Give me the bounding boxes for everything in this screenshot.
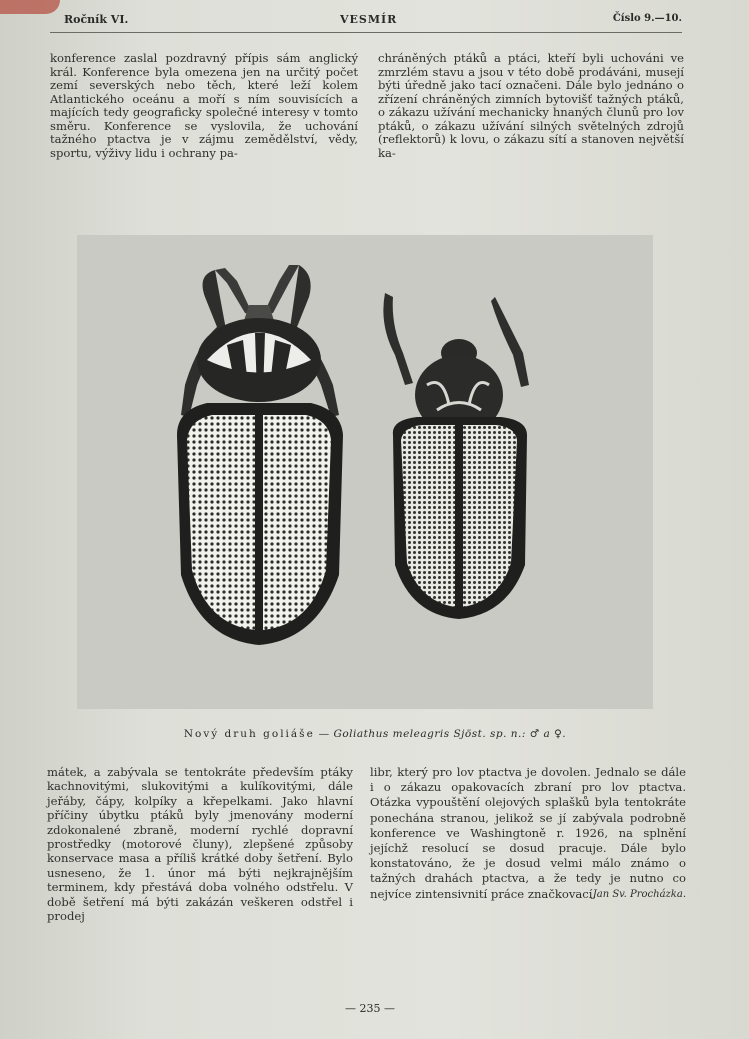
header-issue: Číslo 9.—10.	[612, 13, 682, 24]
caption-species: Goliathus meleagris Sjöst. sp. n.: ♂ a ♀.	[333, 728, 567, 740]
male-beetle	[177, 265, 343, 645]
caption-dash: —	[318, 728, 330, 740]
header-journal-title: VESMÍR	[340, 13, 398, 26]
text-column-bottom-right	[370, 765, 686, 902]
running-header	[50, 12, 682, 33]
page-number: — 235 —	[345, 1002, 395, 1015]
figure-caption	[100, 728, 650, 740]
beetle-illustration	[77, 235, 653, 709]
text-column-top-right: chráněných ptáků a ptáci, kteří byli uchováni ve zmrzlém stavu a jsou v této době prodáváni, musejí býti úředně jako tací označeni. Dále bylo jednáno o zřízení chráněných zimních bytovišť tažných ptáků, o zákazu užívání mechanicky hnaných člunů pro lov ptáků, o zákazu užívání silných světelných zdrojů (reflektorů) k lovu, o zákazu sítí a stanoven největší ka-	[378, 51, 684, 160]
female-beetle	[383, 293, 529, 619]
text-column-bottom-left: mátek, a zabývala se tentokráte především ptáky kachnovitými, slukovitými a kulíkovitými, dále jeřáby, čápy, kolpíky a křepelkami. Jako hlavní příčiny úbytku ptáků byly jmenovány moderní zdokonalené zbraně, moderní rychlé dopravní prostředky (motorové čluny), zlepšené způsoby konservace masa a příliš krátké doby šetření. Bylo usneseno, že 1. únor má býti nejkrajnějším terminem, kdy přestává doba volného odstřelu. V době šetření má býti zakázán veškeren odstřel i prodej	[47, 765, 353, 924]
author-signature: Jan Sv. Procházka.	[592, 888, 686, 900]
header-volume: Ročník VI.	[64, 13, 129, 26]
bottom-right-text: libr, který pro lov ptactva je dovolen. Jednalo se dále i o zákazu opakovacích zbraní pro lov ptactva. Otázka vypouštění olejových splašků byla tentokráte ponechána stranou, jelikož se jí zabývala podrobně konference ve Washingtoně r. 1926, na splnění jejíchž resolucí se dosud pracuje. Dále bylo konstatováno, že je dosud velmi málo známo o tažných drahách ptactva, a že tedy je nutno co nejvíce zintensivnití práce značkovací.	[370, 765, 686, 901]
caption-label: Nový druh goliáše	[183, 728, 315, 740]
text-column-top-left: konference zaslal pozdravný přípis sám anglický král. Konference byla omezena jen na určitý počet zemí severských nebo těch, které leží kolem Atlantického oceánu a moří s ním souvisících a majících tedy geograficky společné interesy v tomto směru. Konference se vyslovila, že uchování tažného ptactva je v zájmu zemědělství, vědy, sportu, výživy lidu i ochrany pa-	[50, 51, 358, 160]
beetle-photograph	[77, 235, 653, 709]
